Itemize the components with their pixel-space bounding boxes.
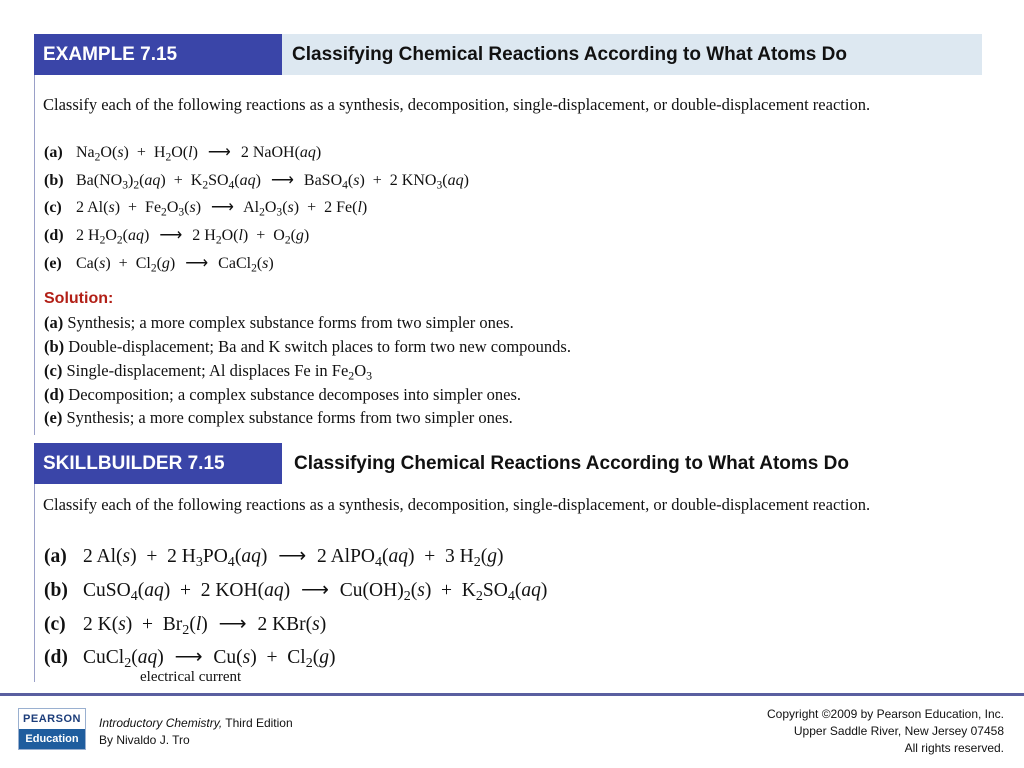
solution-letter: (b) — [44, 337, 65, 356]
skillbuilder-reaction-d — [44, 645, 336, 672]
book-title-line — [99, 715, 293, 732]
skillbuilder-reaction-b — [44, 578, 548, 605]
pearson-logo — [18, 708, 86, 750]
footer-rule — [0, 693, 1024, 696]
skillbuilder-reaction-a — [44, 544, 504, 571]
example-reaction-c — [44, 197, 367, 217]
reaction-equation: 2 $K(s) + Br_2(l)$ ⟶ 2 KBr(s) — [83, 614, 327, 639]
example-reaction-e — [44, 253, 274, 273]
solution-text: Double-displacement; Ba and K switch places to form two new compounds. — [68, 337, 571, 356]
skillbuilder-left-rule — [34, 484, 35, 682]
reaction-equation: 2 $H_2O_2(aq)$ ⟶ 2 $H_2O(l) + O_2(g)$ — [76, 227, 310, 247]
rights-line: All rights reserved. — [904, 741, 1004, 755]
publisher-address: Upper Saddle River, New Jersey 07458 — [793, 724, 1004, 738]
solution-e — [44, 408, 513, 428]
electrical-current-annotation: electrical current — [140, 669, 242, 685]
example-left-rule — [34, 75, 35, 435]
reaction-letter: (d) — [44, 647, 68, 668]
reaction-letter: (a) — [44, 546, 67, 567]
reaction-letter: (c) — [44, 199, 62, 216]
reaction-letter: (b) — [44, 580, 68, 601]
reaction-equation: 2 Al(s) + 2 $H_3PO_4(aq)$ ⟶ 2 AlPO$_4$(aq) + 3 $H_2(g)$ — [83, 546, 504, 571]
example-reaction-b — [44, 170, 469, 190]
example-header — [34, 34, 982, 75]
skillbuilder-title: Classifying Chemical Reactions According to What Atoms Do — [284, 443, 982, 484]
solution-text: Synthesis; a more complex substance forms from two simpler ones. — [66, 408, 513, 427]
solution-letter: (e) — [44, 408, 63, 427]
solution-c — [44, 361, 372, 381]
copyright-line: Copyright ©2009 by Pearson Education, Inc. — [767, 707, 1004, 721]
book-info — [99, 715, 293, 749]
logo-wordmark: PEARSON — [19, 709, 85, 729]
solution-letter: (c) — [44, 361, 63, 380]
reaction-equation: $Na_2O(s) + H_2O(l)$ ⟶ 2 NaOH(aq) — [76, 144, 322, 164]
solution-text: Single-displacement; Al displaces Fe in $Fe_2O_3$ — [66, 361, 373, 383]
solution-letter: (d) — [44, 385, 65, 404]
reaction-letter: (d) — [44, 227, 64, 244]
example-label: EXAMPLE 7.15 — [34, 34, 282, 75]
example-reaction-a — [44, 142, 321, 162]
reaction-letter: (c) — [44, 614, 66, 635]
logo-subtitle: Education — [19, 729, 85, 749]
copyright-block — [767, 706, 1004, 757]
reaction-letter: (e) — [44, 255, 62, 272]
book-edition: Third Edition — [222, 716, 293, 730]
reaction-equation: $Ba(NO_3)_2(aq) + K_2SO_4(aq)$ ⟶ BaSO$_4$(s) + 2 $KNO_3(aq)$ — [76, 172, 469, 192]
book-author: By Nivaldo J. Tro — [99, 733, 190, 747]
reaction-equation: $Ca(s) + Cl_2(g)$ ⟶ CaCl$_2$(s) — [76, 255, 274, 275]
reaction-equation: CuCl$_2$(aq) ⟶ $Cu(s) + Cl_2(g)$ — [83, 647, 336, 672]
reaction-equation: 2 $Al(s) + Fe_2O_3(s)$ ⟶ $Al_2O_3(s) + 2$ Fe(l) — [76, 199, 368, 219]
example-reaction-d — [44, 225, 309, 245]
reaction-equation: CuSO$_4$(aq) + 2 KOH(aq) ⟶ $Cu(OH)_2(s) + K_2SO_4(aq)$ — [83, 580, 548, 605]
skillbuilder-reaction-c — [44, 612, 327, 639]
skillbuilder-header — [34, 443, 982, 484]
solution-a — [44, 313, 514, 333]
reaction-letter: (b) — [44, 172, 64, 189]
solution-letter: (a) — [44, 313, 64, 332]
example-title: Classifying Chemical Reactions According to What Atoms Do — [282, 34, 982, 75]
solution-b — [44, 337, 571, 357]
skillbuilder-prompt: Classify each of the following reactions as a synthesis, decomposition, single-displacement, or double-displacement reaction. — [43, 495, 871, 514]
reaction-letter: (a) — [44, 144, 63, 161]
solution-text: Synthesis; a more complex substance forms from two simpler ones. — [67, 313, 514, 332]
skillbuilder-label: SKILLBUILDER 7.15 — [34, 443, 282, 484]
example-prompt: Classify each of the following reactions as a synthesis, decomposition, single-displacement, or double-displacement reaction. — [43, 95, 871, 114]
solution-d — [44, 385, 521, 405]
solution-heading: Solution: — [44, 290, 114, 307]
solution-text: Decomposition; a complex substance decomposes into simpler ones. — [68, 385, 522, 404]
book-title: Introductory Chemistry, — [99, 716, 223, 730]
